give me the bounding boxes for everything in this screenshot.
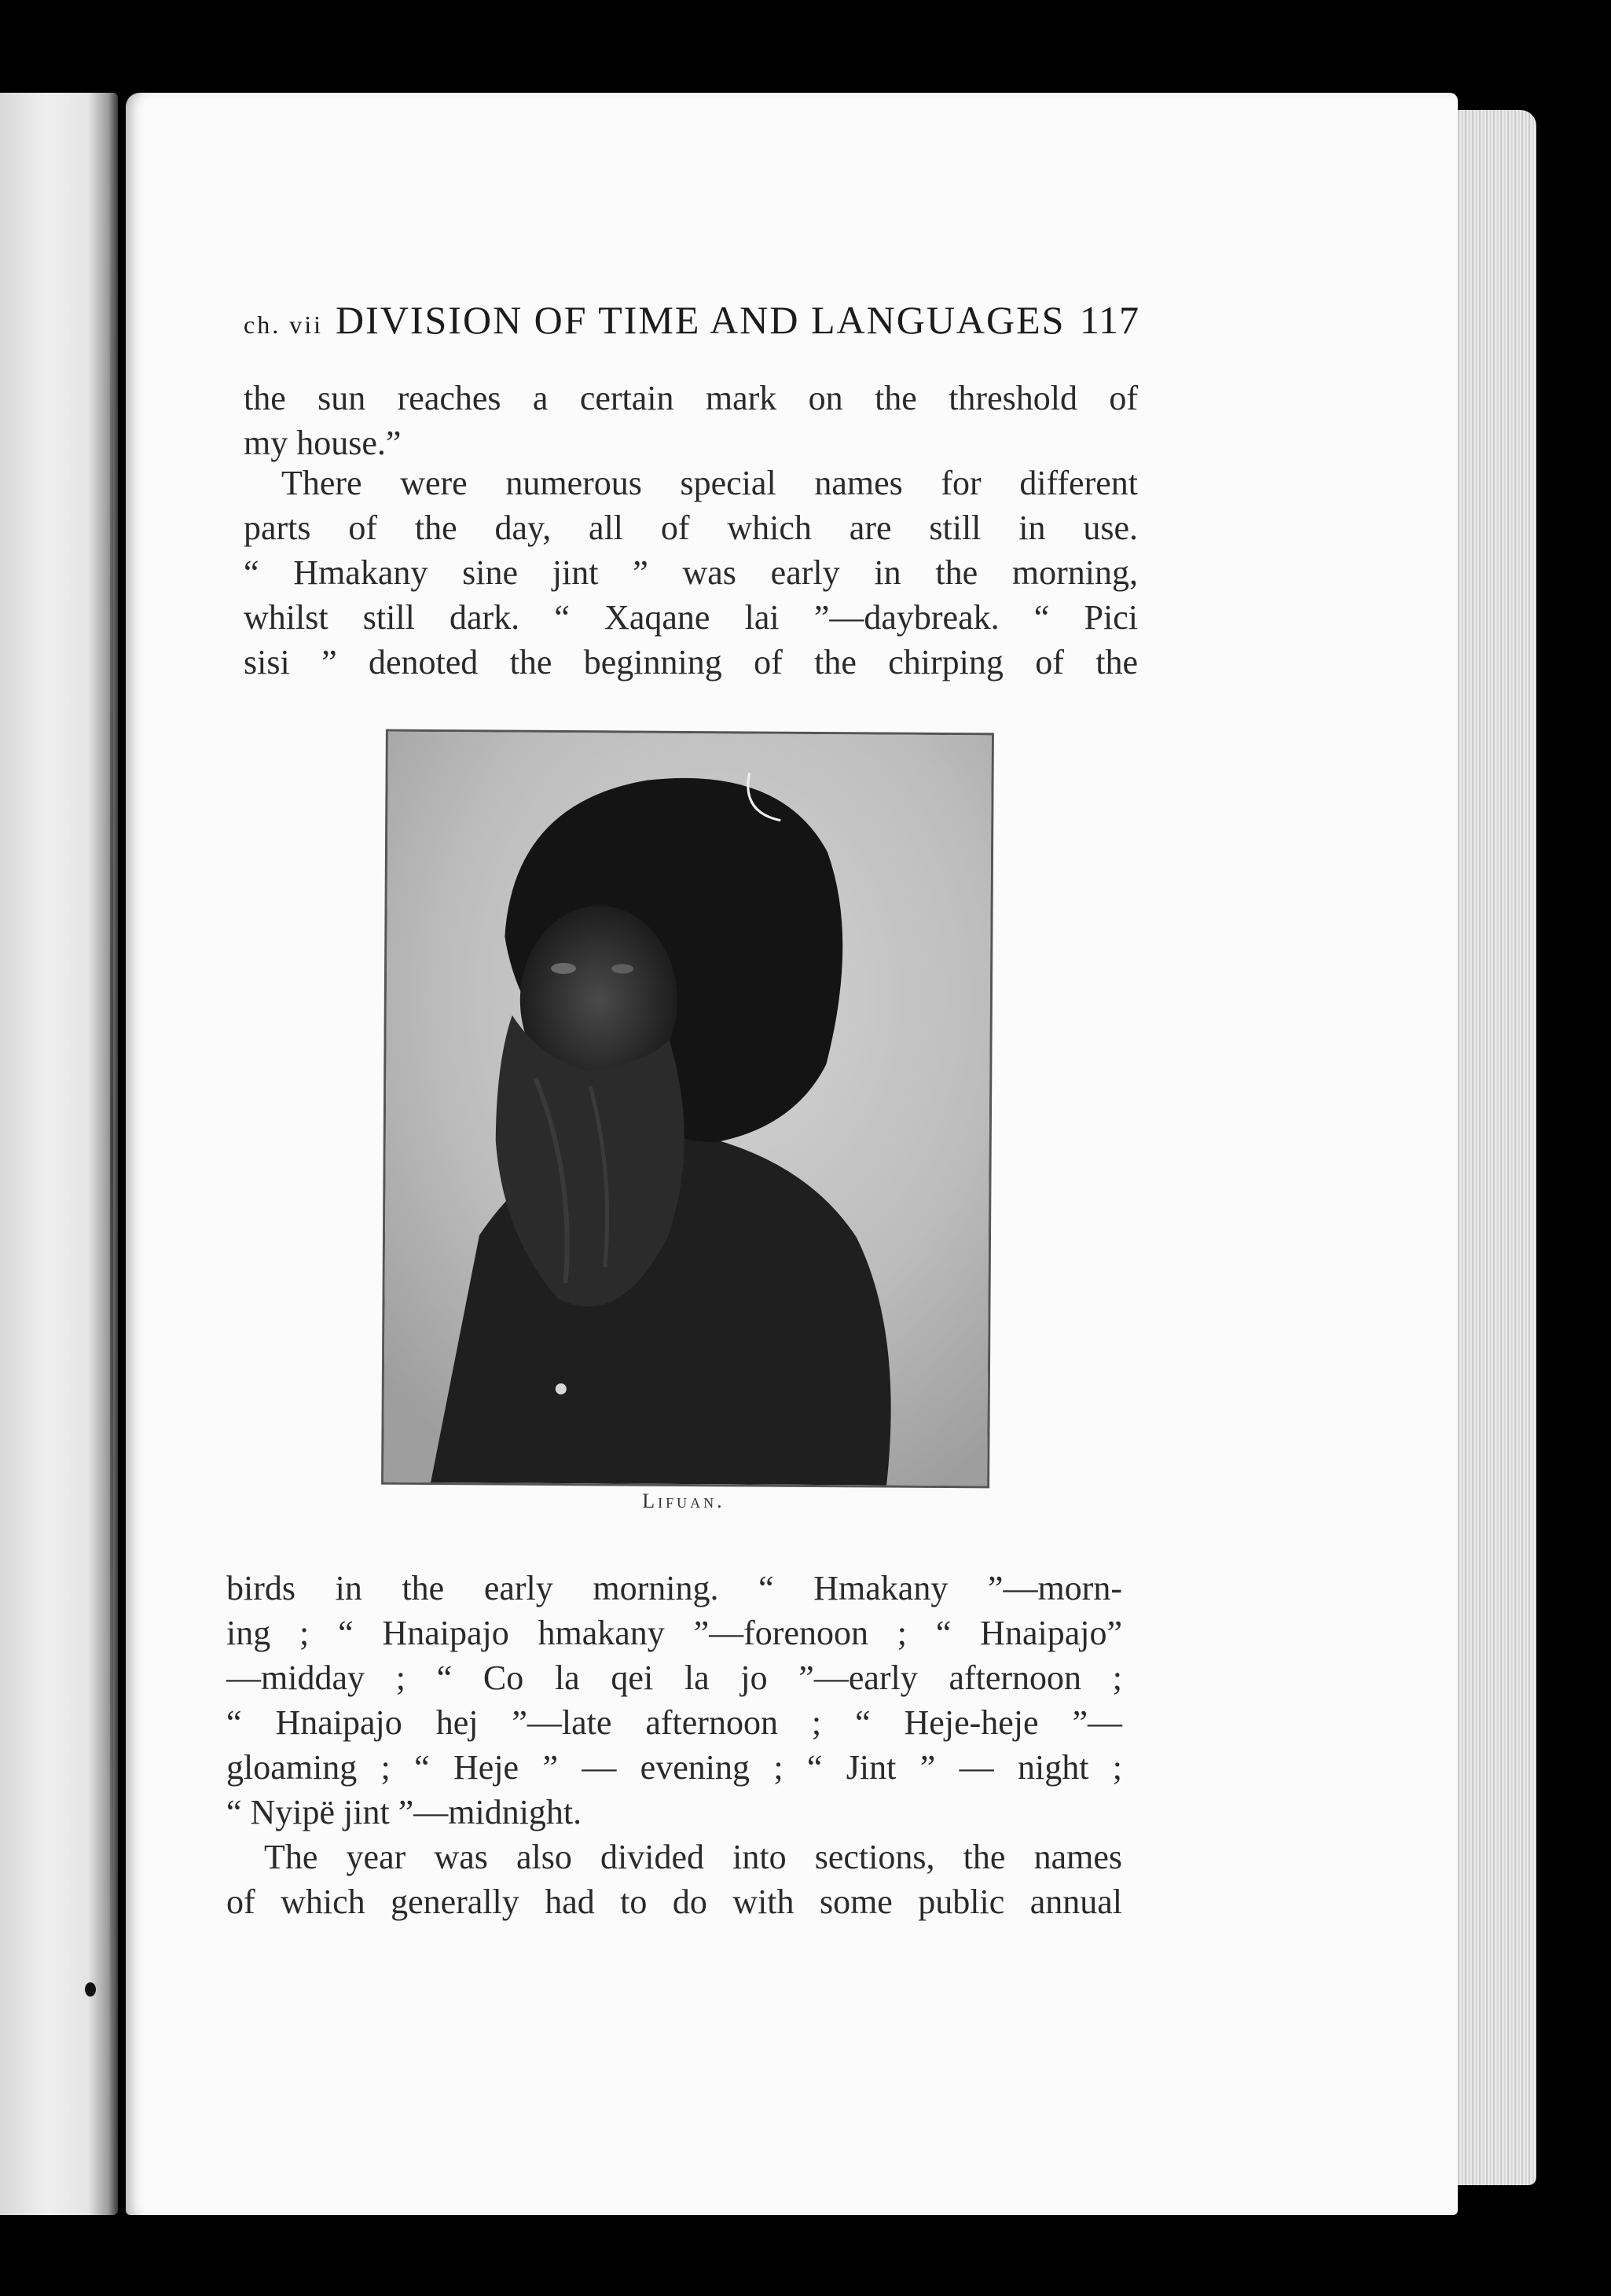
paragraph-4 (226, 1835, 1122, 1924)
text-line: birds in the early morning. “ Hmakany ”—morn- (226, 1569, 1122, 1607)
page-edges (1446, 110, 1536, 2185)
text-line: my house.” (244, 424, 402, 462)
portrait-photo-icon (383, 732, 992, 1486)
text-line: The year was also divided into sections, the names (264, 1838, 1122, 1876)
text-line: There were numerous special names for different (281, 464, 1138, 502)
running-header (244, 297, 1139, 343)
chapter-title: DIVISION OF TIME AND LANGUAGES (335, 298, 1066, 342)
paragraph-3 (226, 1566, 1122, 1835)
spine-shadow (110, 118, 113, 2162)
text-line: —midday ; “ Co la qei la jo ”—early afternoon ; (226, 1659, 1122, 1697)
text-line: the sun reaches a certain mark on the threshold of (244, 379, 1138, 417)
text-line: parts of the day, all of which are still in use. (244, 509, 1138, 547)
text-line: “ Hmakany sine jint ” was early in the morning, (244, 553, 1138, 592)
text-line: whilst still dark. “ Xaqane lai ”—daybreak. “ Pici (244, 598, 1138, 637)
text-line: ing ; “ Hnaipajo hmakany ”—forenoon ; “ Hnaipajo” (226, 1614, 1122, 1652)
text-line: sisi ” denoted the beginning of the chirping of the (244, 643, 1138, 681)
portrait-figure (381, 729, 994, 1489)
paragraph-1 (244, 376, 1138, 465)
text-line: “ Hnaipajo hej ”—late afternoon ; “ Heje-heje ”— (226, 1703, 1122, 1742)
binding-mark (85, 1982, 96, 1997)
paragraph-2 (244, 461, 1138, 685)
figure-caption: Lifuan. (642, 1490, 725, 1512)
chapter-number: ch. vii (244, 310, 323, 339)
text-line: of which generally had to do with some public annual (226, 1883, 1122, 1921)
page-number: 117 (1079, 298, 1139, 342)
text-line: gloaming ; “ Heje ” — evening ; “ Jint ” — night ; (226, 1748, 1122, 1787)
left-page-edge (0, 93, 118, 2215)
text-line: “ Nyipë jint ”—midnight. (226, 1793, 582, 1831)
